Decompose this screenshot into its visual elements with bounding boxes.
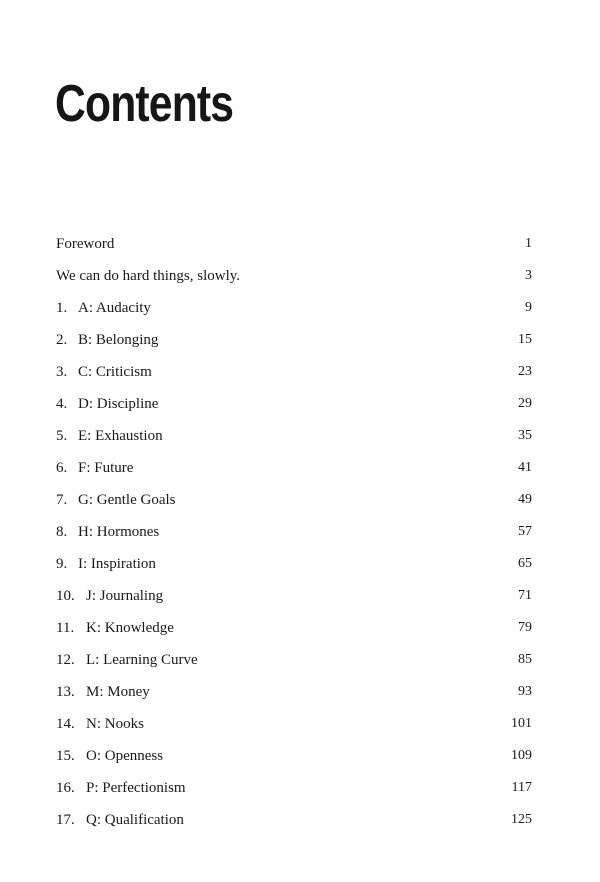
toc-entry-number: 2.: [56, 331, 68, 348]
toc-entry[interactable]: [56, 804, 532, 836]
toc-entry-number: 5.: [56, 427, 68, 444]
toc-entry-number: 7.: [56, 491, 68, 508]
toc-entry-page: 57: [518, 524, 532, 539]
toc-entry-number: 6.: [56, 459, 68, 476]
toc-entry[interactable]: [56, 708, 532, 740]
toc-entry-title: B: Belonging: [78, 331, 159, 348]
toc-entry[interactable]: [56, 772, 532, 804]
toc-entry[interactable]: [56, 740, 532, 772]
toc-entry[interactable]: [56, 356, 532, 388]
toc-entry[interactable]: [56, 548, 532, 580]
toc-entry-page: 71: [518, 588, 532, 603]
toc-entry-page: 109: [511, 748, 532, 763]
toc-entry-page: 29: [518, 396, 532, 411]
toc-entry-title: N: Nooks: [86, 715, 144, 732]
toc-entry[interactable]: [56, 452, 532, 484]
toc-entry-title: M: Money: [86, 683, 150, 700]
toc-entry-title: P: Perfectionism: [86, 779, 186, 796]
table-of-contents: [56, 228, 532, 836]
page-title: Contents: [55, 75, 234, 133]
toc-entry-number: 15.: [56, 747, 75, 764]
toc-entry-number: 13.: [56, 683, 75, 700]
toc-entry-page: 101: [511, 716, 532, 731]
toc-entry-title: K: Knowledge: [86, 619, 174, 636]
toc-entry-page: 65: [518, 556, 532, 571]
toc-entry[interactable]: [56, 612, 532, 644]
toc-entry-number: 10.: [56, 587, 75, 604]
toc-entry-page: 1: [525, 236, 532, 251]
toc-entry-number: 16.: [56, 779, 75, 796]
toc-entry-title: I: Inspiration: [78, 555, 156, 572]
toc-entry-title: F: Future: [78, 459, 134, 476]
toc-entry-page: 15: [518, 332, 532, 347]
toc-entry-number: 3.: [56, 363, 68, 380]
toc-entry[interactable]: [56, 484, 532, 516]
toc-entry-number: 12.: [56, 651, 75, 668]
toc-entry-title: L: Learning Curve: [86, 651, 198, 668]
toc-entry-page: 125: [511, 812, 532, 827]
toc-entry-page: 9: [525, 300, 532, 315]
toc-entry-title: We can do hard things, slowly.: [56, 267, 241, 284]
toc-entry-title: G: Gentle Goals: [78, 491, 176, 508]
toc-entry[interactable]: [56, 388, 532, 420]
toc-entry-number: 8.: [56, 523, 68, 540]
toc-entry-title: C: Criticism: [78, 363, 152, 380]
toc-entry[interactable]: [56, 644, 532, 676]
toc-entry-title: O: Openness: [86, 747, 164, 764]
toc-entry[interactable]: [56, 676, 532, 708]
toc-entry[interactable]: [56, 516, 532, 548]
toc-entry-number: 4.: [56, 395, 68, 412]
toc-entry-page: 79: [518, 620, 532, 635]
toc-entry[interactable]: [56, 580, 532, 612]
toc-entry-title: H: Hormones: [78, 523, 160, 540]
toc-entry-number: 17.: [56, 811, 75, 828]
toc-entry[interactable]: [56, 260, 532, 292]
toc-entry-page: 41: [518, 460, 532, 475]
toc-entry-number: 1.: [56, 299, 68, 316]
toc-entry-number: 14.: [56, 715, 75, 732]
toc-entry-title: Q: Qualification: [86, 811, 184, 828]
toc-entry-title: D: Discipline: [78, 395, 159, 412]
toc-entry-page: 35: [518, 428, 532, 443]
toc-entry[interactable]: [56, 228, 532, 260]
toc-entry-page: 3: [525, 268, 532, 283]
toc-entry-title: E: Exhaustion: [78, 427, 163, 444]
toc-entry-title: Foreword: [56, 235, 115, 252]
toc-entry[interactable]: [56, 324, 532, 356]
toc-entry-title: A: Audacity: [78, 299, 151, 316]
toc-entry-number: 9.: [56, 555, 68, 572]
toc-entry-page: 49: [518, 492, 532, 507]
toc-entry[interactable]: [56, 420, 532, 452]
toc-entry-title: J: Journaling: [86, 587, 164, 604]
toc-entry-page: 85: [518, 652, 532, 667]
toc-entry-page: 117: [511, 780, 532, 795]
toc-entry-page: 93: [518, 684, 532, 699]
toc-entry-page: 23: [518, 364, 532, 379]
toc-entry[interactable]: [56, 292, 532, 324]
toc-entry-number: 11.: [56, 619, 75, 636]
